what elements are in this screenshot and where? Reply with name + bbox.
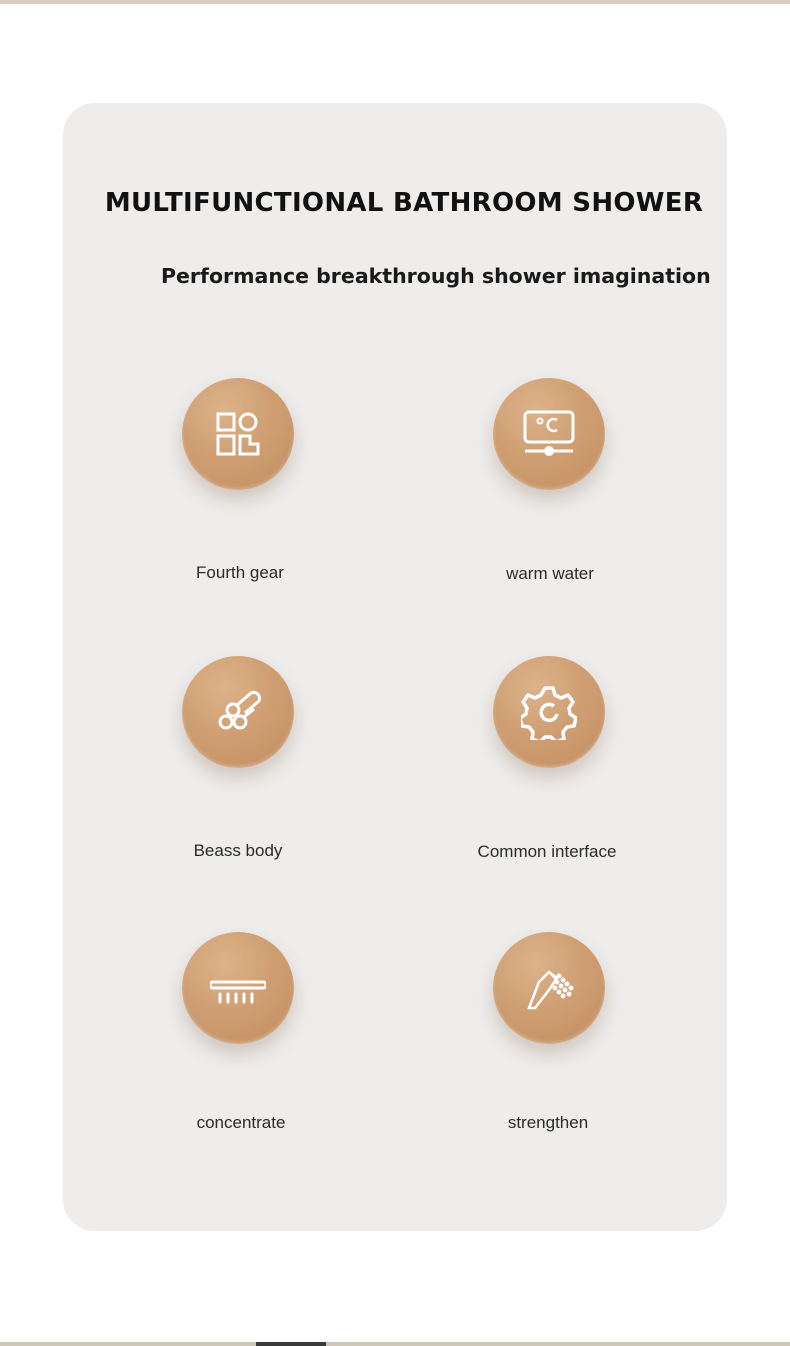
handheld-shower-icon [493, 932, 605, 1044]
feature-label-fourth-gear: Fourth gear [196, 563, 284, 582]
feature-label-warm-water: warm water [506, 564, 594, 583]
feature-label-common-interface: Common interface [477, 842, 617, 861]
page-title: MULTIFUNCTIONAL BATHROOM SHOWER [104, 188, 704, 218]
top-divider [0, 0, 790, 4]
gear-icon [493, 656, 605, 768]
grid-shapes-icon [182, 378, 294, 490]
temperature-display-icon [493, 378, 605, 490]
feature-label-strengthen: strengthen [507, 1113, 589, 1132]
shower-bar-icon [182, 932, 294, 1044]
feature-label-beass-body: Beass body [193, 841, 283, 860]
bottom-divider [0, 1342, 790, 1346]
feature-label-concentrate: concentrate [196, 1113, 286, 1132]
bottom-divider-accent [256, 1342, 326, 1346]
page-subtitle: Performance breakthrough shower imagination [161, 264, 711, 288]
pipes-icon [182, 656, 294, 768]
